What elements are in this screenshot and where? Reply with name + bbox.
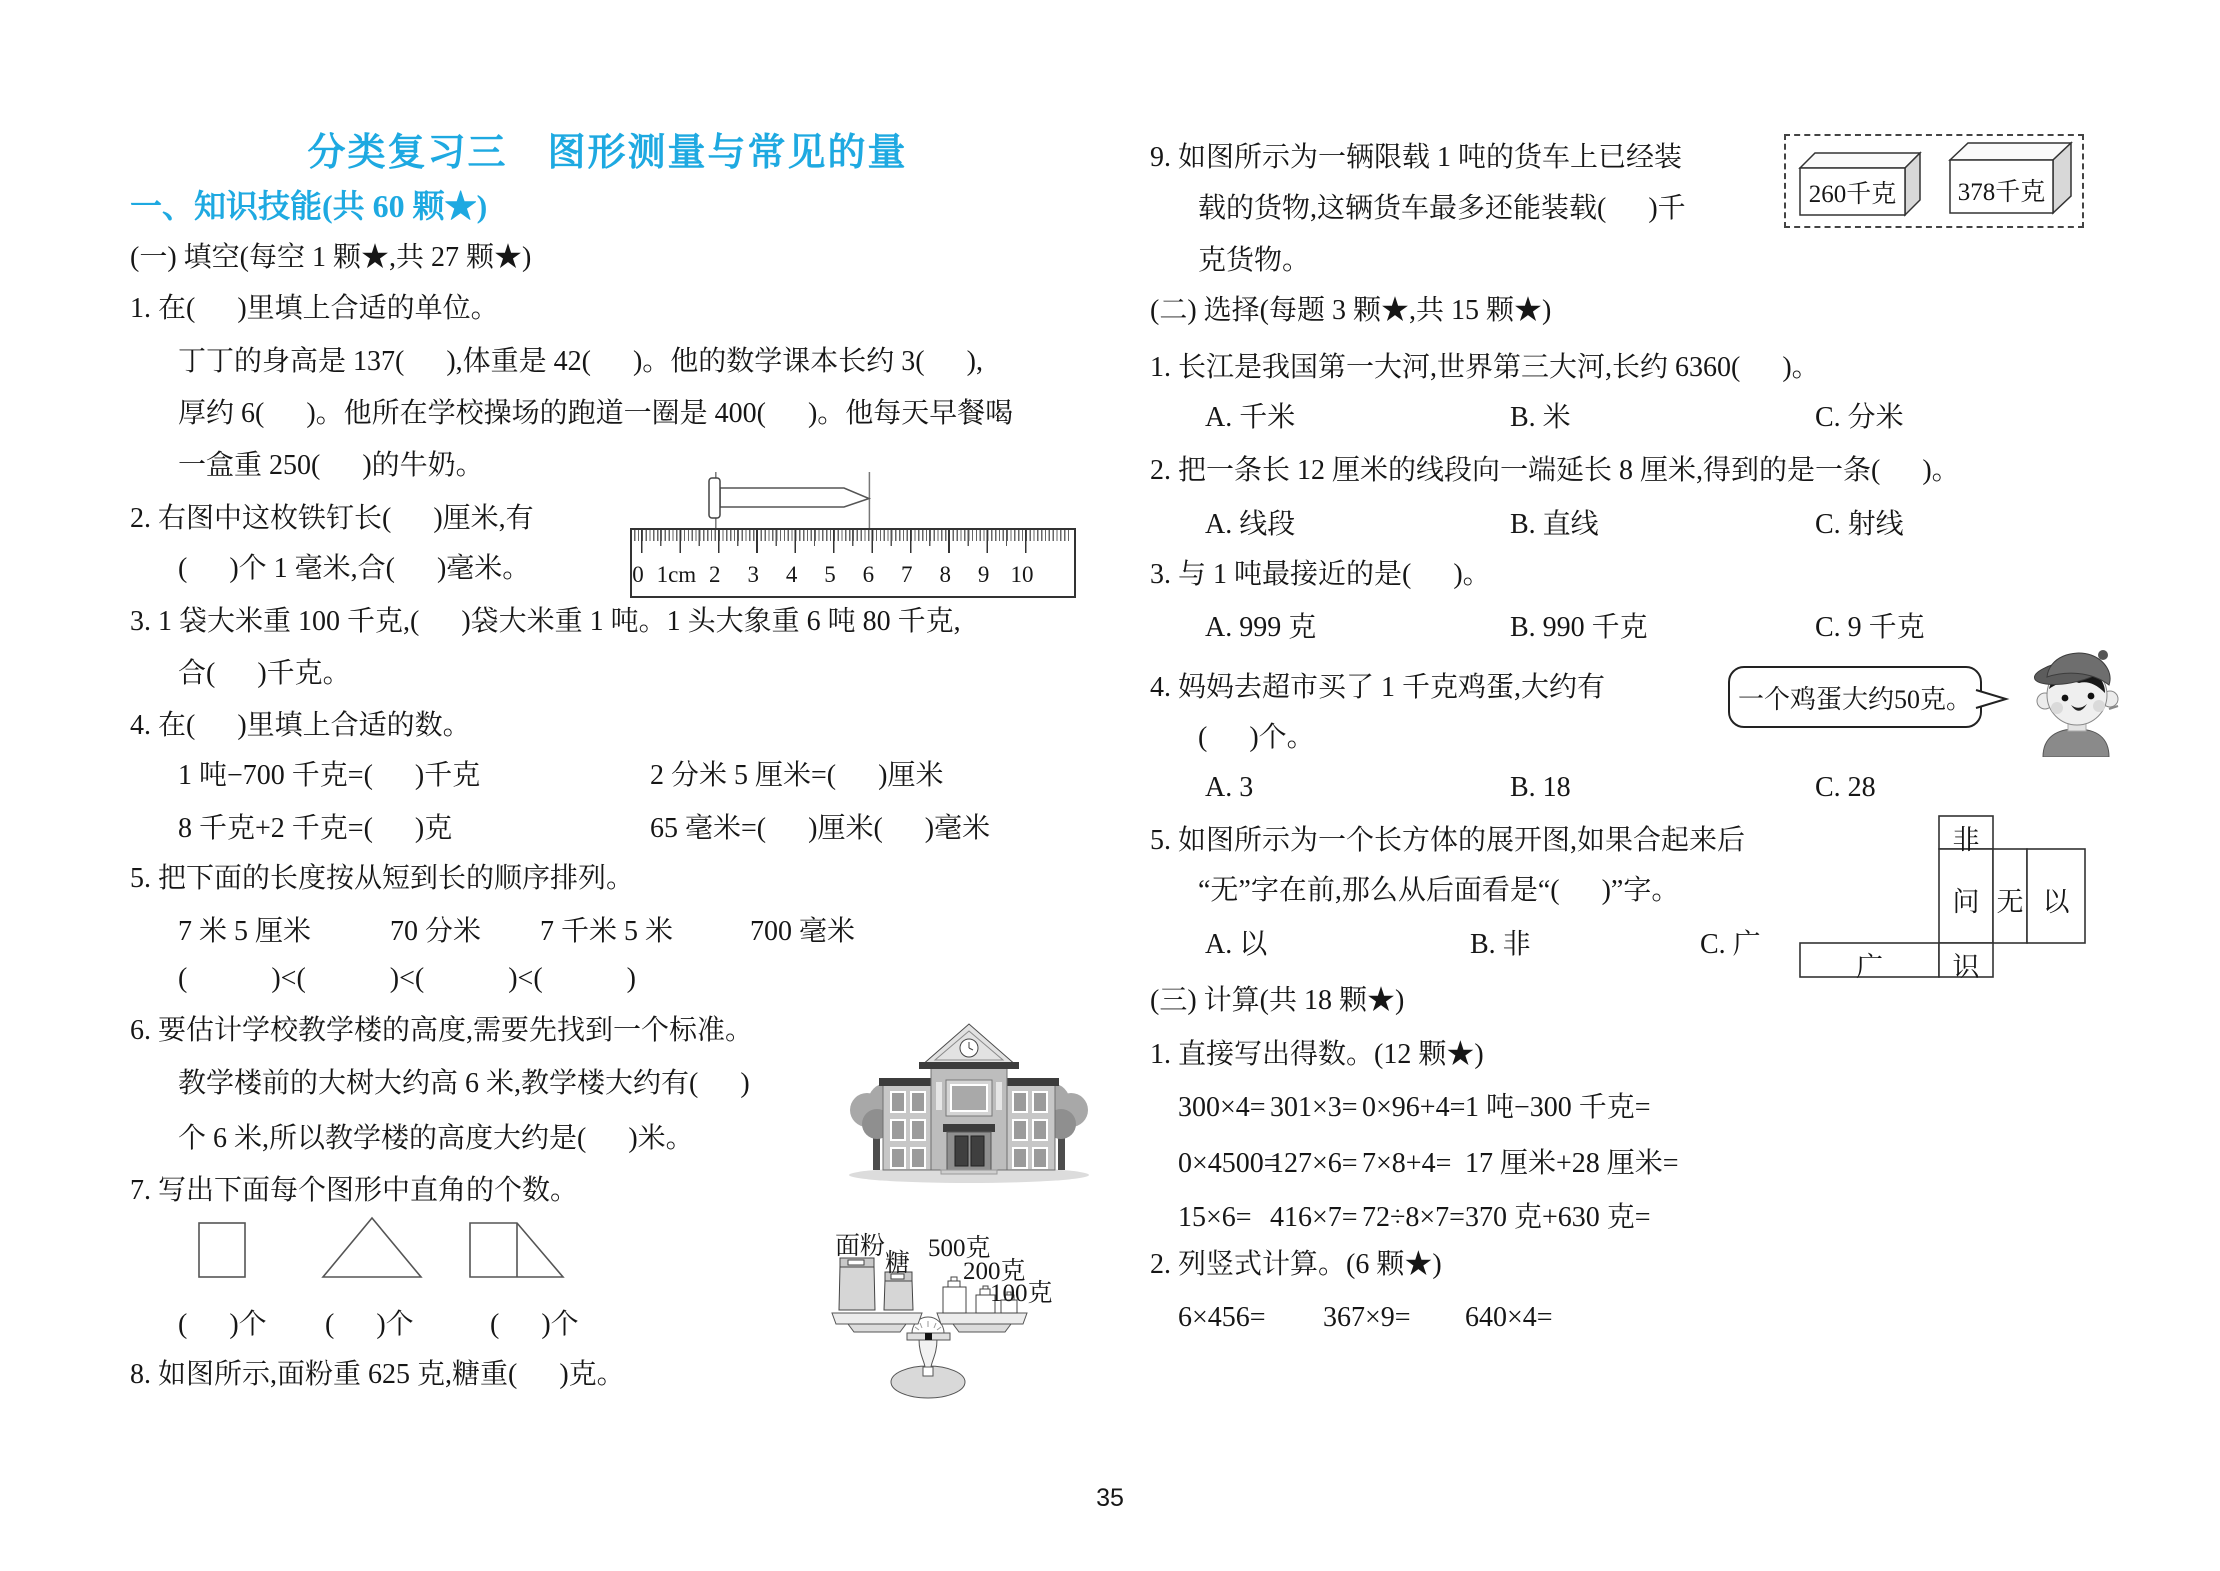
- subsection-heading-calc: (三) 计算(共 18 颗★): [1150, 985, 1405, 1016]
- calc-item: 1 吨−300 千克=: [1465, 1092, 1651, 1123]
- calc-item: 0×4500=: [1178, 1148, 1280, 1179]
- school-building-illustration: [843, 1008, 1095, 1186]
- choice-q2-text: 2. 把一条长 12 厘米的线段向一端延长 8 厘米,得到的是一条( )。: [1150, 455, 1960, 486]
- choice-q1-option-a: A. 千米: [1205, 402, 1296, 433]
- subsection-heading-fill: (一) 填空(每空 1 颗★,共 27 颗★): [130, 242, 532, 273]
- fill-q4-line1: 4. 在( )里填上合适的数。: [130, 710, 471, 741]
- choice-q4-line2: ( )个。: [1198, 722, 1315, 753]
- choice-q2-option-a: A. 线段: [1205, 509, 1296, 540]
- sugar-label: 糖: [885, 1250, 911, 1277]
- fill-q1-line3: 厚约 6( )。他所在学校操场的跑道一圈是 400( )。他每天早餐喝: [178, 398, 1014, 429]
- fill-q7-line1: 7. 写出下面每个图形中直角的个数。: [130, 1175, 579, 1206]
- choice-q3-option-b: B. 990 千克: [1510, 612, 1648, 643]
- fill-q5-item2: 70 分米: [390, 916, 482, 947]
- ruler-figure: [628, 468, 1084, 604]
- choice-q5-option-c: C. 广: [1700, 929, 1761, 960]
- calc-item: 416×7=: [1270, 1202, 1358, 1233]
- calc-item: 15×6=: [1178, 1202, 1252, 1233]
- fill-q4-eq1: 1 吨−700 千克=( )千克: [178, 760, 481, 791]
- calc-vertical-item: 6×456=: [1178, 1302, 1266, 1333]
- fill-q6-line1: 6. 要估计学校教学楼的高度,需要先找到一个标准。: [130, 1015, 754, 1046]
- fill-q4-eq2: 2 分米 5 厘米=( )厘米: [650, 760, 944, 791]
- subsection-heading-choice: (二) 选择(每题 3 颗★,共 15 颗★): [1150, 295, 1552, 326]
- fill-q2-line2: ( )个 1 毫米,合( )毫米。: [178, 553, 531, 584]
- choice-q1-option-b: B. 米: [1510, 402, 1571, 433]
- flour-label: 面粉: [835, 1233, 886, 1260]
- fill-q7-count1: ( )个: [178, 1309, 267, 1340]
- speech-bubble: [1728, 666, 1982, 728]
- calc-item: 301×3=: [1270, 1092, 1358, 1123]
- fill-q1-line4: 一盒重 250( )的牛奶。: [178, 450, 484, 481]
- nail-icon: [628, 468, 1084, 528]
- flour-bag: [839, 1266, 875, 1310]
- ruler-tick-label: 1cm: [656, 562, 697, 587]
- calc-vertical-item: 367×9=: [1323, 1302, 1411, 1333]
- ruler-tick-label: 10: [1010, 562, 1034, 587]
- choice-q3-option-a: A. 999 克: [1205, 612, 1317, 643]
- choice-q4-option-c: C. 28: [1815, 772, 1876, 803]
- fill-q3-line2: 合( )千克。: [178, 658, 351, 689]
- choice-q5-option-b: B. 非: [1470, 929, 1531, 960]
- net-cell-guang: 广: [1856, 952, 1883, 982]
- worksheet-title: 分类复习三 图形测量与常见的量: [307, 132, 908, 174]
- ruler-tick-label: 4: [785, 562, 798, 587]
- net-cell-shi: 识: [1952, 952, 1980, 982]
- choice-q2-option-c: C. 射线: [1815, 509, 1904, 540]
- fill-q1-line2: 丁丁的身高是 137( ),体重是 42( )。他的数学课本长约 3( ),: [178, 346, 983, 377]
- rectangle-shape: [199, 1223, 245, 1277]
- fill-q7-count2: ( )个: [325, 1309, 414, 1340]
- fill-q9-line1: 9. 如图所示为一辆限载 1 吨的货车上已经装: [1150, 142, 1683, 173]
- ruler-tick-label: 7: [901, 562, 913, 587]
- triangle-shape: [323, 1218, 421, 1277]
- fill-q5-item1: 7 米 5 厘米: [178, 916, 312, 947]
- ruler-body: [630, 528, 1076, 598]
- box-net-figure: [1797, 814, 2089, 980]
- calc-item: 0×96+4=: [1362, 1092, 1466, 1123]
- fill-q4-eq3: 8 千克+2 千克=( )克: [178, 813, 453, 844]
- calc-vertical-item: 640×4=: [1465, 1302, 1553, 1333]
- weight-200-label: 200克: [963, 1258, 1026, 1285]
- calc-item: 370 克+630 克=: [1465, 1202, 1651, 1233]
- calc-item: 127×6=: [1270, 1148, 1358, 1179]
- fill-q5-compare: ( )<( )<( )<( ): [178, 963, 636, 994]
- balance-scale-illustration: [828, 1226, 1053, 1406]
- speech-bubble-text: 一个鸡蛋大约50克。: [1737, 684, 1972, 714]
- ruler-tick-label: 3: [747, 562, 759, 587]
- fill-q1-line1: 1. 在( )里填上合适的单位。: [130, 293, 499, 324]
- net-cell-wu: 无: [1996, 887, 2024, 917]
- choice-q4-line1: 4. 妈妈去超市买了 1 千克鸡蛋,大约有: [1150, 672, 1606, 703]
- weight-500-label: 500克: [928, 1235, 991, 1262]
- cargo-box-260-label: 260千克: [1808, 181, 1897, 208]
- fill-q8-line1: 8. 如图所示,面粉重 625 克,糖重( )克。: [130, 1359, 625, 1390]
- choice-q1-option-c: C. 分米: [1815, 402, 1904, 433]
- net-cell-wen: 问: [1952, 887, 1980, 917]
- fill-q9-line3: 克货物。: [1198, 245, 1311, 276]
- fill-q6-line3: 个 6 米,所以教学楼的高度大约是( )米。: [178, 1123, 694, 1154]
- fill-q5-item3: 7 千米 5 米: [540, 916, 674, 947]
- shapes-figure: [195, 1213, 575, 1283]
- ruler-cm-ticks: [641, 530, 1027, 553]
- choice-q4-option-a: A. 3: [1205, 772, 1254, 803]
- choice-q5-option-a: A. 以: [1205, 929, 1268, 960]
- cargo-box-378-label: 378千克: [1957, 179, 2046, 206]
- net-cell-yi: 以: [2042, 887, 2070, 917]
- sugar-bag: [884, 1280, 913, 1310]
- choice-q4-option-b: B. 18: [1510, 772, 1571, 803]
- section-heading-knowledge: 一、知识技能(共 60 颗★): [130, 188, 488, 224]
- net-cell-fei: 非: [1952, 825, 1980, 855]
- fill-q6-line2: 教学楼前的大树大约高 6 米,教学楼大约有( ): [178, 1068, 750, 1099]
- page-number: 35: [1096, 1484, 1124, 1512]
- choice-q3-text: 3. 与 1 吨最接近的是( )。: [1150, 559, 1491, 590]
- choice-q2-option-b: B. 直线: [1510, 509, 1599, 540]
- calc-q2-text: 2. 列竖式计算。(6 颗★): [1150, 1249, 1442, 1280]
- weight-100-label: 100克: [990, 1280, 1053, 1307]
- ruler-tick-label: 5: [824, 562, 836, 587]
- calc-item: 7×8+4=: [1362, 1148, 1452, 1179]
- calc-item: 300×4=: [1178, 1092, 1266, 1123]
- fill-q5-item4: 700 毫米: [750, 916, 856, 947]
- ruler-tick-label: 9: [977, 562, 990, 587]
- ruler-tick-label: 8: [939, 562, 951, 587]
- ruler-tick-label: 6: [862, 562, 875, 587]
- calc-item: 17 厘米+28 厘米=: [1465, 1148, 1679, 1179]
- fill-q3-line1: 3. 1 袋大米重 100 千克,( )袋大米重 1 吨。1 头大象重 6 吨 80 千克,: [130, 606, 961, 637]
- cargo-boxes-figure: [1784, 134, 2084, 228]
- calc-item: 72÷8×7=: [1362, 1202, 1465, 1233]
- ruler-tick-label: 0: [632, 562, 644, 587]
- fill-q9-line2: 载的货物,这辆货车最多还能装载( )千: [1198, 193, 1686, 224]
- boy-avatar: [2005, 645, 2145, 757]
- ruler-tick-label: 2: [709, 562, 721, 587]
- fill-q5-line1: 5. 把下面的长度按从短到长的顺序排列。: [130, 863, 635, 894]
- choice-q3-option-c: C. 9 千克: [1815, 612, 1925, 643]
- fill-q2-line1: 2. 右图中这枚铁钉长( )厘米,有: [130, 503, 534, 534]
- fill-q7-count3: ( )个: [490, 1309, 579, 1340]
- choice-q5-line2: “无”字在前,那么从后面看是“( )”字。: [1198, 875, 1680, 906]
- calc-q1-text: 1. 直接写出得数。(12 颗★): [1150, 1039, 1484, 1070]
- fill-q4-eq4: 65 毫米=( )厘米( )毫米: [650, 813, 991, 844]
- choice-q5-line1: 5. 如图所示为一个长方体的展开图,如果合起来后: [1150, 825, 1746, 856]
- choice-q1-text: 1. 长江是我国第一大河,世界第三大河,长约 6360( )。: [1150, 352, 1820, 383]
